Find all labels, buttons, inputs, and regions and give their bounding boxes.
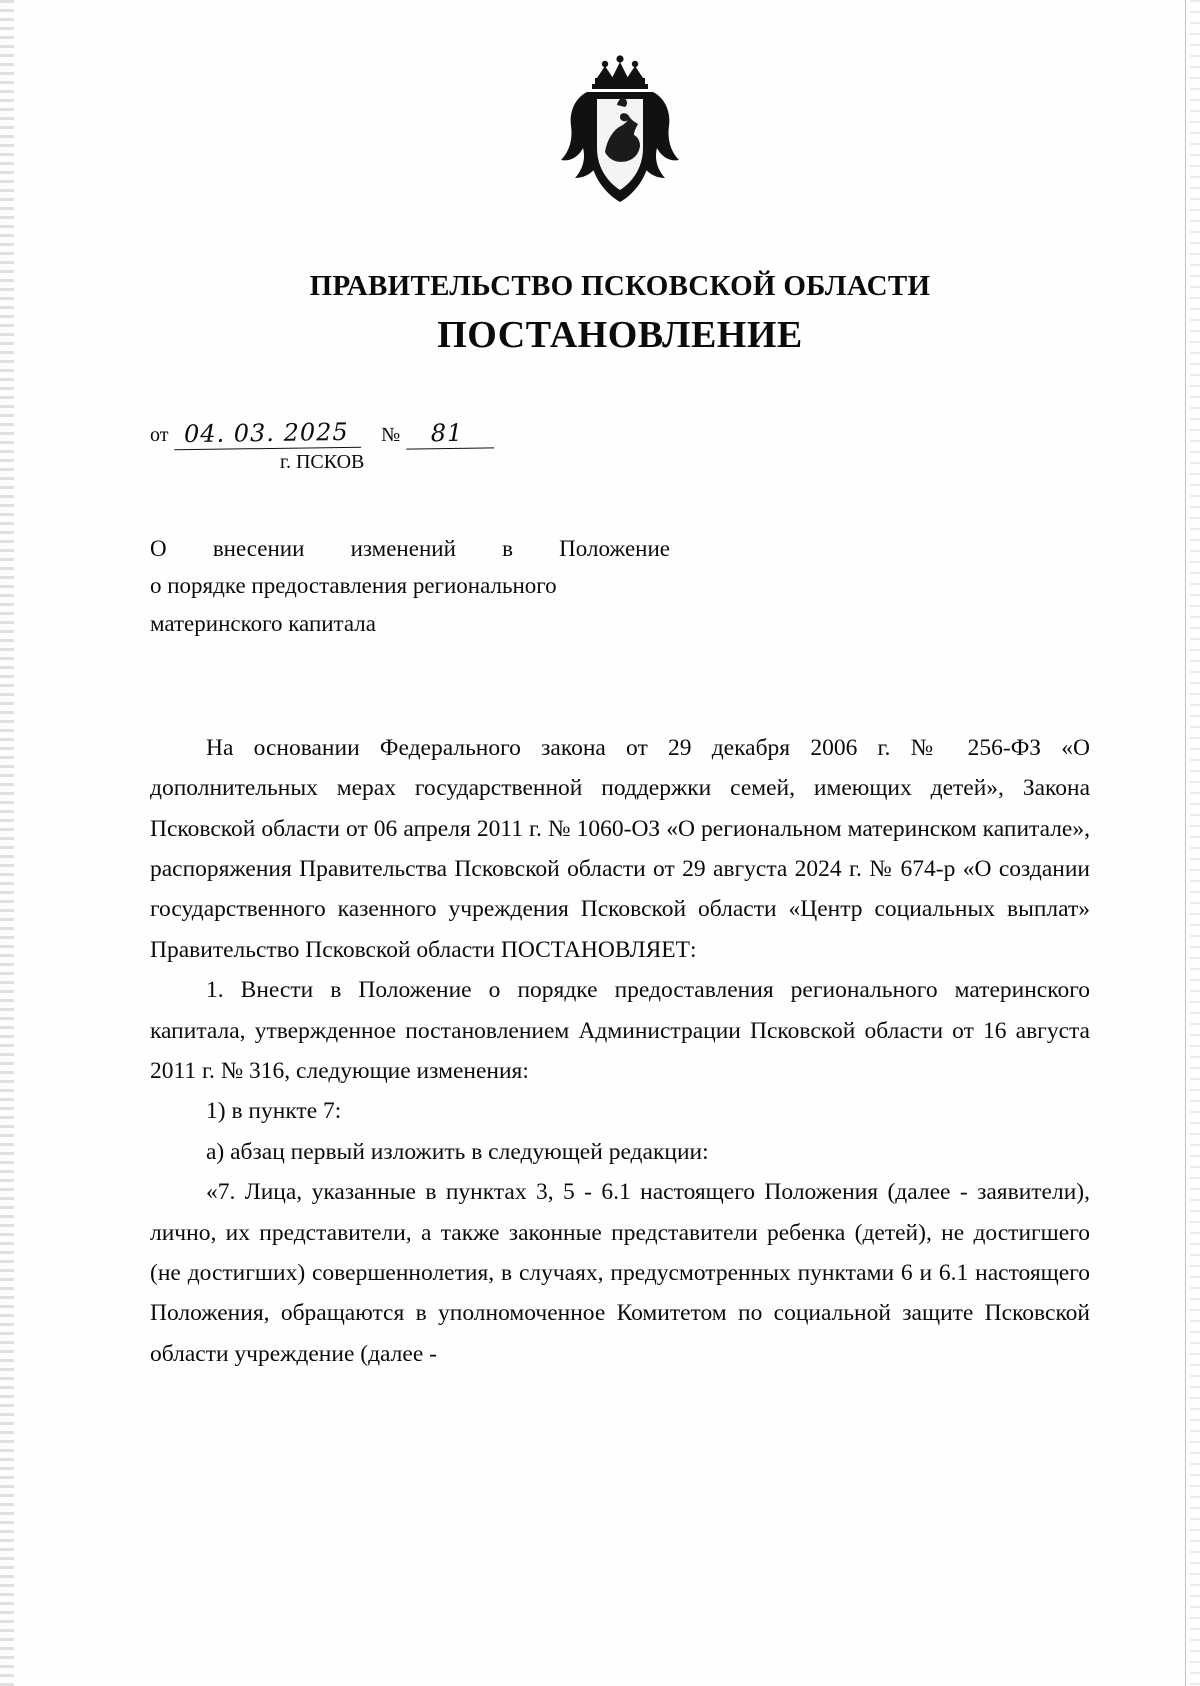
- subject-line-3: материнского капитала: [150, 610, 376, 636]
- coat-of-arms-icon: [535, 48, 705, 228]
- scan-edge-right: [1190, 0, 1200, 1686]
- scan-edge-left: [0, 0, 14, 1686]
- city-label: г. ПСКОВ: [280, 451, 365, 473]
- document-body: [150, 728, 1090, 1375]
- document-content: [150, 0, 1090, 1374]
- body-paragraph-2: 1. Внести в Положение о порядке предоставления регионального материнского капитала, утвержденное постановлением Администрации Псковской области от 16 августа 2011 г. № 316, следующие изменения:: [150, 977, 1090, 1084]
- subject-line-2: о порядке предоставления регионального: [150, 573, 557, 599]
- document-subject: [150, 530, 670, 642]
- body-paragraph-5: «7. Лица, указанные в пунктах 3, 5 - 6.1 настоящего Положения (далее - заявители), лично, их представители, а также законные представители ребенка (детей), не достигшего (не достигших) совершеннолетия, в случаях, предусмотренных пунктами 6 и 6.1 настоящего Положения, обращаются в уполномоченное Комитетом по социальной защите Псковской области учреждение (далее -: [150, 1179, 1090, 1367]
- subject-line-1: О внесении изменений в Положение: [150, 536, 670, 561]
- number-label: №: [381, 424, 401, 446]
- scan-rule-right: [1185, 0, 1186, 1686]
- date-number-line: [150, 419, 1090, 449]
- organization-title: ПРАВИТЕЛЬСТВО ПСКОВСКОЙ ОБЛАСТИ: [309, 270, 931, 302]
- body-paragraph-3: 1) в пункте 7:: [206, 1098, 342, 1125]
- number-value: 81: [406, 418, 494, 449]
- date-label: от: [150, 424, 169, 446]
- date-value: 04. 03. 2025: [174, 418, 361, 451]
- body-paragraph-1: На основании Федерального закона от 29 декабря 2006 г. № 256-ФЗ «О дополнительных мерах государственной поддержки семей, имеющих детей», Закона Псковской области от 06 апреля 2011 г. № 1060-ОЗ «О региональном материнском капитале», распоряжения Правительства Псковской области от 29 августа 2024 г. № 674-р «О создании государственного казенного учреждения Псковской области «Центр социальных выплат» Правительство Псковской области ПОСТАНОВЛЯЕТ:: [150, 734, 1090, 963]
- document-type-title: ПОСТАНОВЛЕНИЕ: [437, 314, 803, 356]
- body-paragraph-4: а) абзац первый изложить в следующей редакции:: [206, 1138, 709, 1165]
